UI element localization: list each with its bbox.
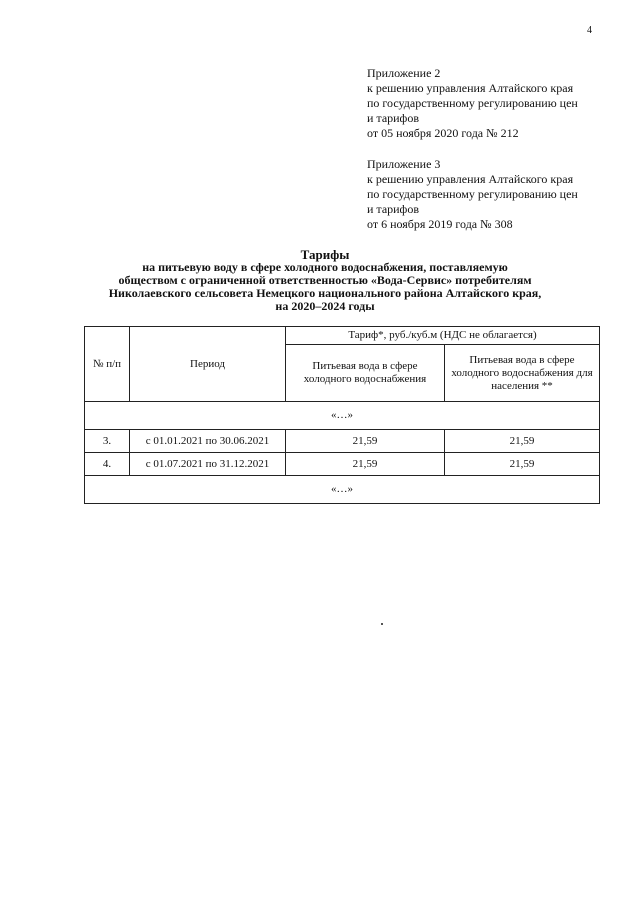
tariff-table [84,326,600,504]
row-num-cell: 3. [85,430,130,453]
table-row [85,453,600,476]
appendix-line: к решению управления Алтайского края [367,172,574,186]
appendix-line: к решению управления Алтайского края [367,81,574,95]
appendix-line: от 6 ноября 2019 года № 308 [367,217,513,231]
title-main: Тарифы [300,247,350,262]
appendix-previous-header [367,157,627,232]
appendix-line: и тарифов [367,202,420,216]
title-line: обществом с ограниченной ответственностью «Вода-Сервис» потребителям [118,273,532,287]
table-ellipsis-row [85,476,600,504]
appendix-line: от 05 ноября 2020 года № 212 [367,126,519,140]
table-row [85,430,600,453]
row-period-cell: с 01.07.2021 по 31.12.2021 [130,453,286,476]
header-tariff: Тариф*, руб./куб.м (НДС не облагается) [286,327,600,345]
page-number: 4 [587,25,592,36]
title-line: на питьевую воду в сфере холодного водоснабжения, поставляемую [142,260,508,274]
appendix-line: Приложение 3 [367,157,441,171]
scan-dot-mark [381,623,383,625]
row-tariff-b-cell: 21,59 [445,453,600,476]
header-period: Период [130,327,286,402]
row-tariff-b-cell: 21,59 [445,430,600,453]
ellipsis-cell: «…» [85,402,600,430]
title-line: на 2020–2024 годы [275,299,375,313]
appendix-line: и тарифов [367,111,420,125]
header-sub-population: Питьевая вода в сфере холодного водоснабжения для населения ** [445,345,600,402]
appendix-current-header [367,66,627,141]
header-sub-drinking-water: Питьевая вода в сфере холодного водоснабжения [286,345,445,402]
table-header-row [85,327,600,345]
document-title [80,248,570,313]
appendix-line: Приложение 2 [367,66,441,80]
row-num-cell: 4. [85,453,130,476]
title-line: Николаевского сельсовета Немецкого национального района Алтайского края, [108,286,542,300]
row-tariff-a-cell: 21,59 [286,453,445,476]
header-num: № п/п [85,327,130,402]
appendix-line: по государственному регулированию цен [367,96,578,110]
ellipsis-cell: «…» [85,476,600,504]
table-ellipsis-row [85,402,600,430]
appendix-line: по государственному регулированию цен [367,187,578,201]
row-period-cell: с 01.01.2021 по 30.06.2021 [130,430,286,453]
row-tariff-a-cell: 21,59 [286,430,445,453]
